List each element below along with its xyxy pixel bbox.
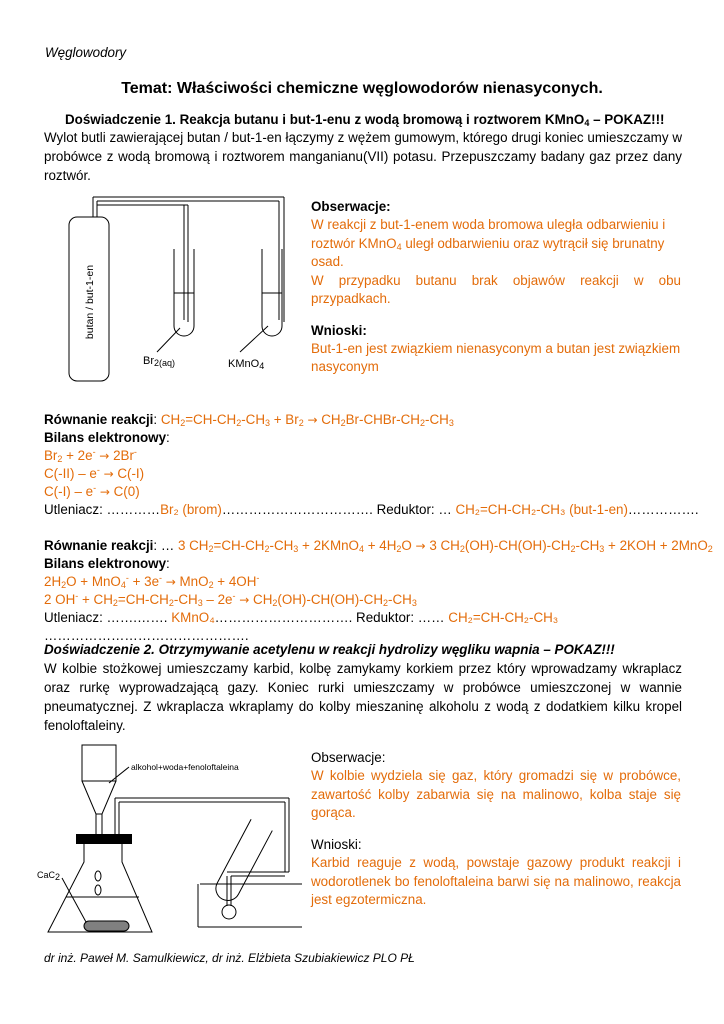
reaction2-equation: Równanie reakcji: … 3 $CH_2=CH-CH_2-CH_3$ + 2KMnO$_4$ + $4H_2O \to 3$ $CH_2(OH)-CH(OH)-CH_2-CH_3 + 2KOH + 2MnO_2$ [44,538,713,554]
balance1-line1: $Br_2 + 2e^- \to 2Br^-$ [44,447,137,464]
exp2-observations-title: Obserwacje: [311,750,386,765]
section-header: Węglowodory [45,45,127,60]
exp1-observations-title: Obserwacje: [311,199,391,214]
reaction1-balance-title: Bilans elektronowy: [44,430,170,445]
tube1-label: $Br_{2(aq)}$ [143,355,176,368]
tube2-label: KMnO$_4$ [228,358,265,371]
exp2-conclusions-title: Wnioski: [311,837,362,852]
footer-authors: dr inż. Paweł M. Samulkiewicz, dr inż. Elżbieta Szubiakiewicz PLO PŁ [44,951,415,965]
page-title: Temat: Właściwości chemiczne węglowodorów nienasyconych. [121,80,603,97]
exp1-conclusions: But-1-en jest związkiem nienasyconym a butan jest związkiem nasyconym [311,341,681,374]
exp1-description: Wylot butli zawierającej butan / but-1-en łączymy z wężem gumowym, którego drugi koniec umieszczamy w probówce z wodą bromową i roztworem manganianu(VII) potasu. Przepuszczamy badany gaz przez dany roztwór. [44,130,682,183]
calcium-carbide [84,921,129,931]
collection-test-tube [212,819,273,904]
exp2-observations: W kolbie wydziela się gaz, który gromadzi się w probówce, zawartość kolby zabarwia się na malinowo, kolba staje się gorąca. [311,768,681,820]
exp2-description: W kolbie stożkowej umieszczamy karbid, kolbę zamykamy korkiem przez który wprowadzamy wkraplacz oraz rurkę wyprowadzającą gazy. Koniec rurki umieszczamy w probówce umieszczonej w wannie pneumatycznej. Z wkraplacza wkraplamy do kolby mieszaninę alkoholu z wodą z dodatkiem kilku kropel fenoloftaleiny. [44,661,682,733]
exp1-heading: Doświadczenie 1. Reakcja butanu i but-1-enu z wodą bromową i roztworem KMnO$_4$ – POKAZ!!! [65,112,665,128]
exp2-conclusions: Karbid reaguje z wodą, powstaje gazowy produkt reakcji i wodorotlenek bo fenoloftaleina barwi się na malinowo, reakcja jest egzotermiczna. [311,855,681,907]
carbide-label: CaC$_2$ [37,870,61,882]
balance1-line2: C(-II) – e- → C(-I) [44,465,145,481]
exp1-conclusions-title: Wnioski: [311,323,367,338]
cork-stopper [76,834,132,844]
reaction2-redox: Utleniacz: …….……. KMnO₄…………………………. Reduktor: …… CH₂=CH-CH₂-CH₃ ………………………………………. [44,610,559,643]
reaction1-equation: Równanie reakcji: $CH_2=CH-CH_2-CH_3 + Br_2$ → $CH_2Br-CHBr-CH_2-CH_3$ [44,412,454,428]
balance2-line2: 2 $OH^- + CH_2=CH-CH_2-CH_3 - 2e^- \to CH_2(OH)-CH(OH)-CH_2-CH_3$ [44,591,417,608]
exp2-heading: Doświadczenie 2. Otrzymywanie acetylenu w reakcji hydrolizy węgliku wapnia – POKAZ!!! [44,642,615,657]
balance2-line1: $2H_2O + MnO_4^- + 3e^- \to MnO_2 + 4OH^-$ [44,573,260,590]
funnel-label: alkohol+woda+fenoloftaleina [131,762,239,772]
exp1-observations: W reakcji z but-1-enem woda bromowa uległa odbarwieniu i roztwór KMnO$_4$ uległ odbarwieniu oraz wytrącił się brunatny osad. W przypadku butanu brak objawów reakcji w obu przypadkach. [311,217,681,306]
reaction2-balance-title: Bilans elektronowy: [44,556,170,571]
balance1-line3: C(-I) – e- → C(0) [44,483,140,499]
conical-flask [48,844,152,932]
dropping-funnel [82,745,116,781]
reaction1-redox: Utleniacz: …………Br₂ (brom)……………………………. Reduktor: … CH₂=CH-CH₂-CH₃ (but-1-en)……………. [44,502,699,517]
